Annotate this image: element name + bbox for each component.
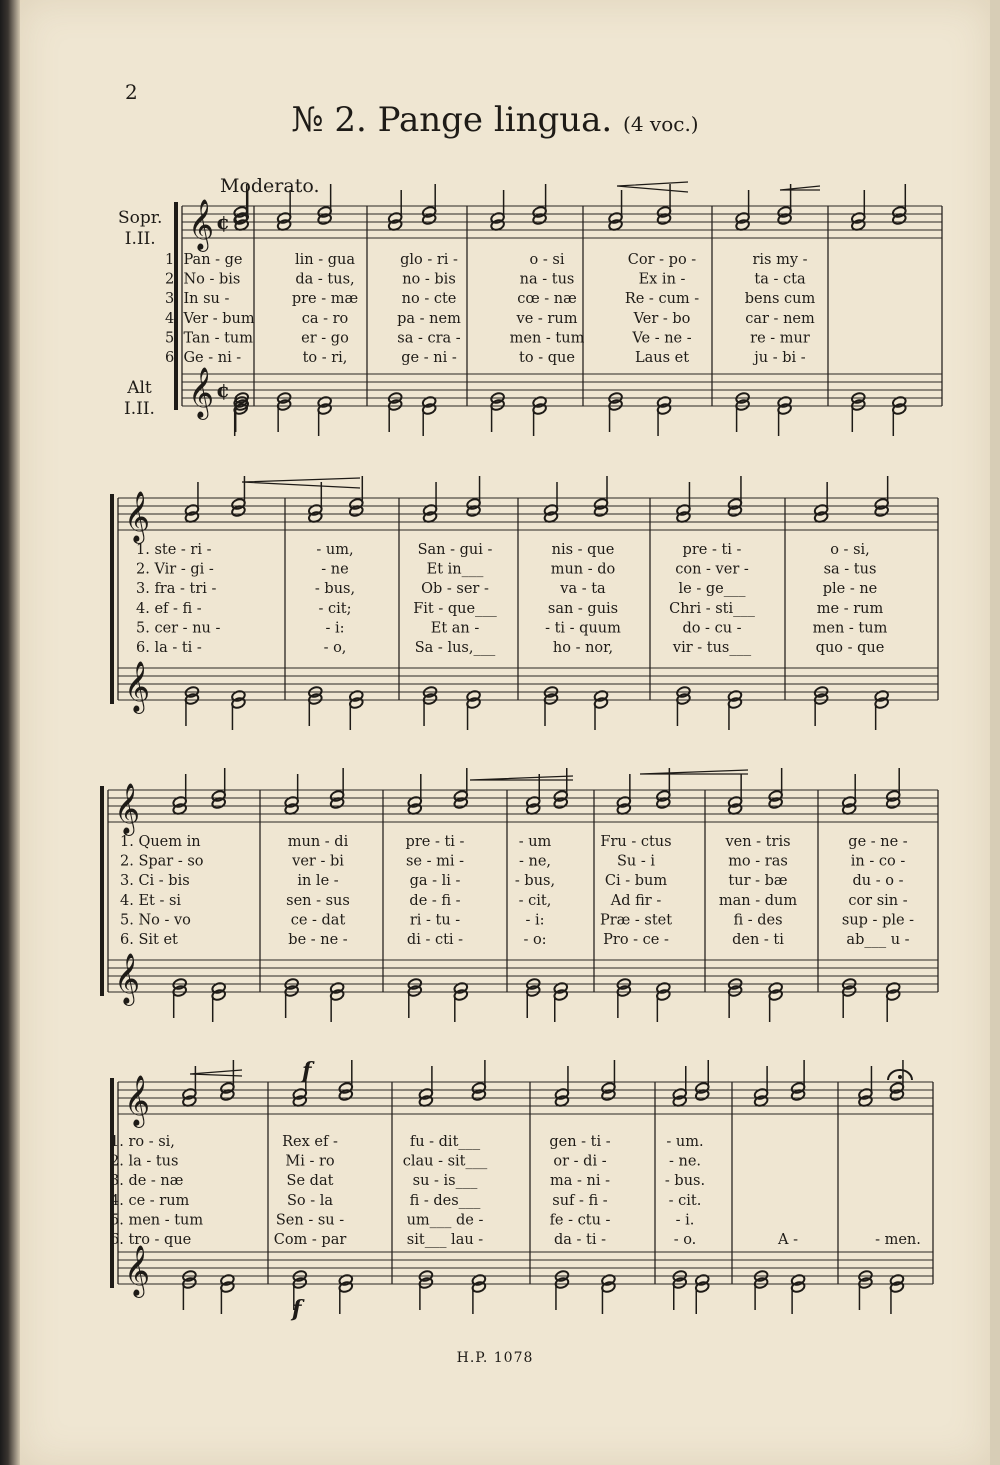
lyric-line: bens cum bbox=[744, 291, 816, 308]
lyric-line: san - guis bbox=[547, 600, 619, 617]
book-spine bbox=[0, 0, 20, 1465]
lyric-line: - i: bbox=[325, 620, 345, 637]
lyric-line: Ad fir - bbox=[610, 892, 662, 909]
lyric-line: me - rum bbox=[816, 600, 884, 617]
lyric-line: - ne, bbox=[518, 853, 552, 870]
lyric-line: 3. fra - tri - bbox=[136, 581, 217, 598]
lyric-line: Laus et bbox=[634, 350, 690, 366]
lyric-line: 6. Sit et bbox=[120, 932, 178, 948]
lyric-line: 3. de - næ bbox=[110, 1173, 184, 1190]
crescendo-hairpin bbox=[780, 186, 820, 190]
treble-clef-icon: 𝄞 bbox=[188, 199, 215, 250]
treble-clef-icon: 𝄞 bbox=[124, 1075, 151, 1126]
lyric-line: 5. cer - nu - bbox=[136, 620, 221, 637]
lyric-line: le - ge___ bbox=[678, 581, 746, 598]
lyric-line: mo - ras bbox=[728, 853, 788, 870]
lyric-line: Præ - stet bbox=[599, 912, 673, 929]
lyric-line: 4. Ver - bum bbox=[165, 310, 255, 327]
lyric-line: man - dum bbox=[718, 892, 798, 909]
lyric-line: men - tum bbox=[812, 620, 888, 637]
lyric-line: ta - cta bbox=[754, 271, 806, 288]
dynamic-forte: f bbox=[292, 1296, 302, 1322]
alto-name: Alt bbox=[127, 378, 152, 398]
lyric-line: ce - dat bbox=[290, 912, 346, 929]
lyric-line: tur - bæ bbox=[728, 873, 788, 890]
lyric-line: ca - ro bbox=[301, 310, 349, 327]
lyric-line: Ve - ne - bbox=[632, 330, 692, 347]
lyric-line: ho - nor, bbox=[552, 640, 614, 656]
lyric-line: gen - ti - bbox=[549, 1134, 611, 1150]
lyric-line: quo - que bbox=[815, 640, 885, 656]
lyric-line: 3. In su - bbox=[165, 291, 230, 308]
lyric-line: pre - mæ bbox=[291, 291, 359, 308]
lyric-line: - ne bbox=[321, 561, 349, 578]
crescendo-hairpin bbox=[242, 478, 360, 488]
score-page bbox=[20, 0, 990, 1465]
crescendo-hairpin bbox=[640, 770, 748, 774]
lyric-line: fu - dit___ bbox=[409, 1134, 481, 1150]
lyric-line: Ver - bo bbox=[633, 310, 691, 327]
lyric-line: to - ri, bbox=[302, 350, 348, 366]
lyric-line: 6. Ge - ni - bbox=[165, 350, 242, 366]
lyric-line: 4. ef - fi - bbox=[136, 600, 202, 617]
lyric-line: da - tus, bbox=[295, 271, 355, 288]
treble-clef-icon: 𝄞 bbox=[114, 783, 141, 834]
lyric-line: 6. la - ti - bbox=[136, 640, 202, 656]
lyric-line: sit___ lau - bbox=[406, 1232, 484, 1248]
lyric-line: 4. ce - rum bbox=[110, 1192, 190, 1209]
lyric-amen: - men. bbox=[875, 1232, 921, 1248]
fermata-dot bbox=[898, 1075, 902, 1079]
lyric-line: sa - cra - bbox=[397, 330, 461, 347]
lyric-line: San - gui - bbox=[417, 542, 493, 558]
lyric-line: du - o - bbox=[852, 873, 904, 890]
lyric-line: - cit. bbox=[668, 1192, 702, 1209]
lyric-line: Ex in - bbox=[638, 271, 686, 288]
crescendo-hairpin bbox=[190, 1070, 242, 1076]
lyric-line: ab___ u - bbox=[846, 932, 910, 948]
lyric-line: ge - ni - bbox=[401, 350, 457, 366]
lyric-line: ver - bi bbox=[292, 853, 344, 870]
voicing-label: (4 voc.) bbox=[623, 112, 699, 136]
lyric-line: Sen - su - bbox=[275, 1212, 345, 1229]
soprano-name: Sopr. bbox=[118, 208, 163, 228]
lyric-line: ven - tris bbox=[725, 834, 791, 850]
lyric-line: 5. men - tum bbox=[110, 1212, 204, 1229]
lyric-line: fi - des___ bbox=[409, 1192, 481, 1209]
lyric-line: - ti - quum bbox=[545, 620, 621, 637]
lyric-line: su - is___ bbox=[412, 1173, 478, 1190]
lyric-line: 6. tro - que bbox=[110, 1232, 192, 1248]
lyric-line: So - la bbox=[286, 1192, 334, 1209]
lyric-line: 2. No - bis bbox=[165, 271, 241, 288]
lyric-line: 4. Et - si bbox=[120, 892, 182, 909]
lyric-line: da - ti - bbox=[553, 1232, 607, 1248]
lyric-line: - ne. bbox=[668, 1153, 702, 1170]
lyric-line: in le - bbox=[297, 873, 339, 890]
lyric-line: ga - li - bbox=[409, 873, 461, 890]
lyric-line: Ci - bum bbox=[604, 873, 668, 890]
lyric-line: 3. Ci - bis bbox=[120, 873, 190, 890]
lyric-line: o - si, bbox=[830, 542, 870, 558]
treble-clef-icon: 𝄞 bbox=[124, 661, 151, 712]
lyric-line: um___ de - bbox=[406, 1212, 484, 1229]
treble-clef-icon: 𝄞 bbox=[124, 491, 151, 542]
lyric-line: - um, bbox=[316, 542, 354, 558]
lyric-line: nis - que bbox=[551, 542, 615, 558]
lyric-line: - o, bbox=[323, 640, 347, 656]
time-signature-cut-icon: ¢ bbox=[216, 378, 230, 402]
lyric-line: mun - do bbox=[550, 561, 616, 578]
lyric-line: no - bis bbox=[402, 271, 456, 288]
lyric-line: ve - rum bbox=[516, 310, 578, 327]
lyric-line: ju - bi - bbox=[754, 350, 806, 366]
lyric-line: ma - ni - bbox=[550, 1173, 610, 1190]
lyric-line: va - ta bbox=[560, 581, 606, 598]
lyric-line: sup - ple - bbox=[841, 912, 915, 929]
lyric-line: fi - des bbox=[733, 912, 783, 929]
lyric-line: se - mi - bbox=[405, 853, 465, 870]
lyric-line: Sa - lus,___ bbox=[414, 640, 496, 656]
lyric-line: de - fi - bbox=[409, 892, 461, 909]
lyric-line: 1. ro - si, bbox=[110, 1134, 175, 1150]
lyric-line: be - ne - bbox=[288, 932, 348, 948]
lyric-line: con - ver - bbox=[675, 561, 749, 578]
lyric-line: Pro - ce - bbox=[603, 932, 669, 948]
lyric-line: den - ti bbox=[732, 932, 784, 948]
lyric-line: 2. Vir - gi - bbox=[136, 561, 214, 578]
lyric-line: Mi - ro bbox=[285, 1153, 335, 1170]
lyric-line: or - di - bbox=[553, 1153, 607, 1170]
lyric-line: car - nem bbox=[745, 310, 815, 327]
lyric-line: pre - ti - bbox=[405, 834, 465, 850]
lyric-line: do - cu - bbox=[682, 620, 742, 637]
lyric-line: - i: bbox=[525, 912, 545, 929]
lyric-line: re - mur bbox=[750, 330, 810, 347]
crescendo-hairpin bbox=[617, 182, 688, 192]
lyric-line: vir - tus___ bbox=[672, 640, 752, 656]
lyric-line: mun - di bbox=[287, 834, 349, 850]
alto-parts: I.II. bbox=[124, 399, 155, 419]
lyric-line: 1. Quem in bbox=[120, 834, 201, 850]
lyric-line: na - tus bbox=[519, 271, 575, 288]
piece-title: № 2. Pange lingua. bbox=[291, 100, 613, 140]
lyric-line: Et in___ bbox=[426, 561, 484, 578]
lyric-line: o - si bbox=[529, 252, 565, 268]
lyric-line: no - cte bbox=[401, 291, 457, 308]
lyric-line: sen - sus bbox=[286, 892, 350, 909]
lyric-line: ri - tu - bbox=[409, 912, 461, 929]
treble-clef-icon: 𝄞 bbox=[114, 953, 141, 1004]
lyric-line: glo - ri - bbox=[400, 252, 458, 268]
lyric-line: Com - par bbox=[273, 1232, 347, 1248]
lyric-line: fe - ctu - bbox=[549, 1212, 611, 1229]
lyric-line: - bus. bbox=[664, 1173, 706, 1190]
lyric-line: - i. bbox=[675, 1212, 695, 1229]
lyric-line: lin - gua bbox=[295, 252, 355, 268]
lyric-line: cor sin - bbox=[848, 892, 908, 909]
lyric-line: cœ - næ bbox=[517, 291, 577, 308]
crescendo-hairpin bbox=[470, 776, 573, 780]
lyric-line: er - go bbox=[301, 330, 349, 347]
soprano-parts: I.II. bbox=[124, 229, 156, 249]
lyric-line: - o: bbox=[523, 932, 547, 948]
lyric-line: men - tum bbox=[509, 330, 585, 347]
lyric-line: - o. bbox=[673, 1232, 697, 1248]
lyric-line: Rex ef - bbox=[282, 1134, 338, 1150]
lyric-line: 2. la - tus bbox=[110, 1153, 179, 1170]
lyric-line: 2. Spar - so bbox=[120, 853, 204, 870]
lyric-line: Fru - ctus bbox=[600, 834, 672, 850]
lyric-amen: A - bbox=[778, 1232, 798, 1248]
lyric-line: Ob - ser - bbox=[421, 581, 489, 598]
lyric-line: - bus, bbox=[514, 873, 556, 890]
lyric-line: pa - nem bbox=[397, 310, 461, 327]
lyric-line: Se dat bbox=[286, 1173, 334, 1190]
lyric-line: ris my - bbox=[752, 252, 808, 268]
page-number: 2 bbox=[125, 80, 138, 104]
tempo-marking: Moderato. bbox=[220, 175, 320, 197]
lyric-line: - bus, bbox=[314, 581, 356, 598]
lyric-line: 1. Pan - ge bbox=[165, 252, 243, 268]
lyric-line: ple - ne bbox=[822, 581, 878, 598]
treble-clef-icon: 𝄞 bbox=[124, 1245, 151, 1296]
lyric-line: 5. No - vo bbox=[120, 912, 191, 929]
lyric-line: in - co - bbox=[850, 853, 906, 870]
lyric-line: suf - fi - bbox=[552, 1192, 608, 1209]
lyric-line: - um. bbox=[666, 1134, 704, 1150]
lyric-line: ge - ne - bbox=[848, 834, 908, 850]
lyric-line: Re - cum - bbox=[624, 291, 700, 308]
lyric-line: to - que bbox=[519, 350, 575, 366]
music-score bbox=[20, 0, 990, 1465]
lyric-line: sa - tus bbox=[823, 561, 877, 578]
lyric-line: Su - i bbox=[616, 853, 656, 870]
treble-clef-icon: 𝄞 bbox=[188, 367, 215, 418]
lyric-line: pre - ti - bbox=[682, 542, 742, 558]
lyric-line: clau - sit___ bbox=[402, 1153, 488, 1170]
dynamic-forte: f bbox=[302, 1058, 312, 1084]
lyric-line: - cit; bbox=[318, 600, 352, 617]
lyric-line: Chri - sti___ bbox=[669, 600, 755, 617]
plate-number: H.P. 1078 bbox=[456, 1350, 534, 1366]
lyric-line: - cit, bbox=[518, 892, 552, 909]
lyric-line: 5. Tan - tum bbox=[165, 330, 254, 347]
lyric-line: di - cti - bbox=[406, 932, 464, 948]
lyric-line: Fit - que___ bbox=[413, 600, 497, 617]
time-signature-cut-icon: ¢ bbox=[216, 210, 230, 234]
lyric-line: Et an - bbox=[430, 620, 480, 637]
lyric-line: - um bbox=[518, 834, 552, 850]
lyric-line: Cor - po - bbox=[627, 252, 697, 268]
lyric-line: 1. ste - ri - bbox=[136, 542, 212, 558]
